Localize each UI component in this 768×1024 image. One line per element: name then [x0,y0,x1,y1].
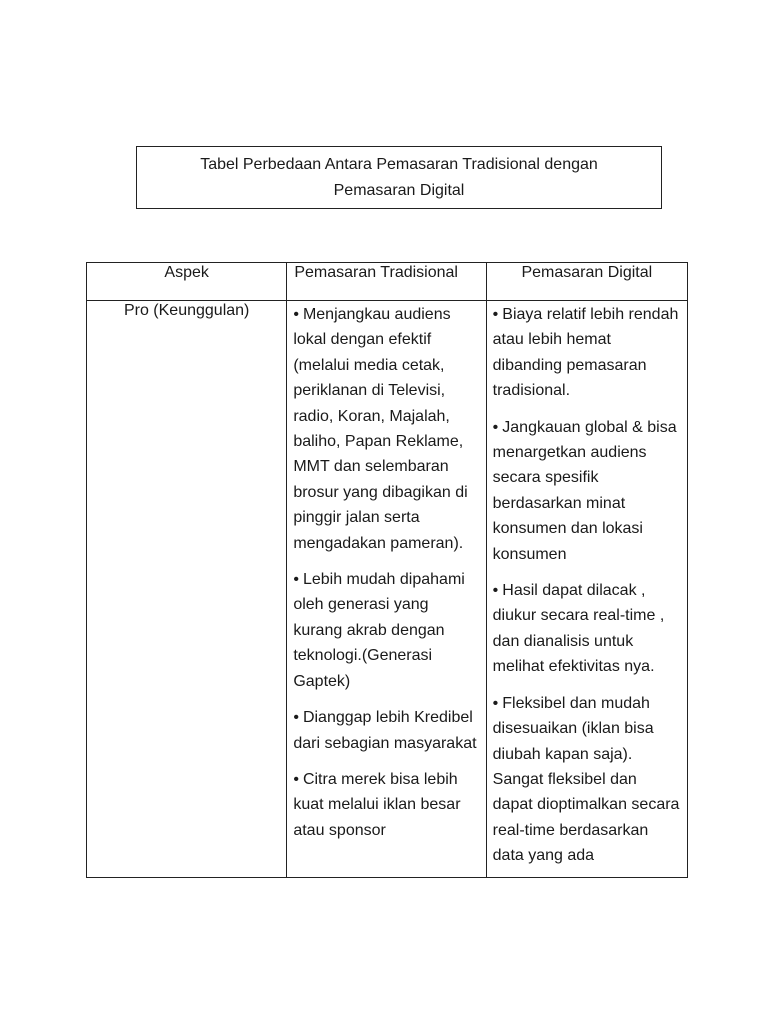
list-item-text: Dianggap lebih Kredibel dari sebagian masyarakat [293,709,477,752]
bullet-icon: • [293,770,299,788]
list-item [293,302,479,556]
bullet-icon: • [492,582,499,600]
header-aspek: Aspek [87,263,287,301]
bullet-icon: • [293,306,299,323]
bullet-icon: • [492,306,499,323]
list-item-text: Biaya relatif lebih rendah atau lebih hemat dibanding pemasaran tradisional. [492,306,679,400]
comparison-table [86,262,688,878]
bullet-icon: • [293,571,299,589]
bullet-icon: • [492,418,499,436]
cell-digital [486,301,687,878]
list-item [293,767,479,843]
list-item-text: Jangkauan global & bisa menargetkan audiens secara spesifik berdasarkan minat konsumen dan lokasi konsumen [492,418,677,563]
table-title-line-1: Tabel Perbedaan Antara Pemasaran Tradisional dengan [200,155,598,173]
list-item-text: Citra merek bisa lebih kuat melalui iklan besar atau sponsor [293,770,461,839]
header-digital: Pemasaran Digital [486,263,687,301]
table-row [87,301,688,878]
cell-tradisional [287,301,486,878]
cell-aspek: Pro (Keunggulan) [87,301,287,878]
list-item [493,302,681,404]
list-item-text: Hasil dapat dilacak , diukur secara real-time , dan dianalisis untuk melihat efektivitas nya. [492,582,665,676]
table-title-box [136,146,662,209]
list-item [493,691,681,869]
bullet-icon: • [293,709,299,727]
list-item [493,415,681,567]
list-item [293,567,479,694]
list-item-text: Lebih mudah dipahami oleh generasi yang kurang akrab dengan teknologi.(Generasi Gaptek) [293,571,465,690]
list-item-text: Fleksibel dan mudah disesuaikan (iklan bisa diubah kapan saja). Sangat fleksibel dan dapat dioptimalkan secara real-time berdasarkan data yang ada [492,694,680,865]
bullet-icon: • [492,694,499,712]
table-title-line-2: Pemasaran Digital [333,181,465,199]
table-header-row [87,263,688,301]
list-item [293,705,479,756]
header-tradisional: Pemasaran Tradisional [287,263,486,301]
list-item-text: Menjangkau audiens lokal dengan efektif (melalui media cetak, periklanan di Televisi, radio, Koran, Majalah, baliho, Papan Reklame, MMT dan selembaran brosur yang dibagikan di pinggir jalan serta mengadakan pameran). [293,306,468,552]
list-item [493,578,681,680]
